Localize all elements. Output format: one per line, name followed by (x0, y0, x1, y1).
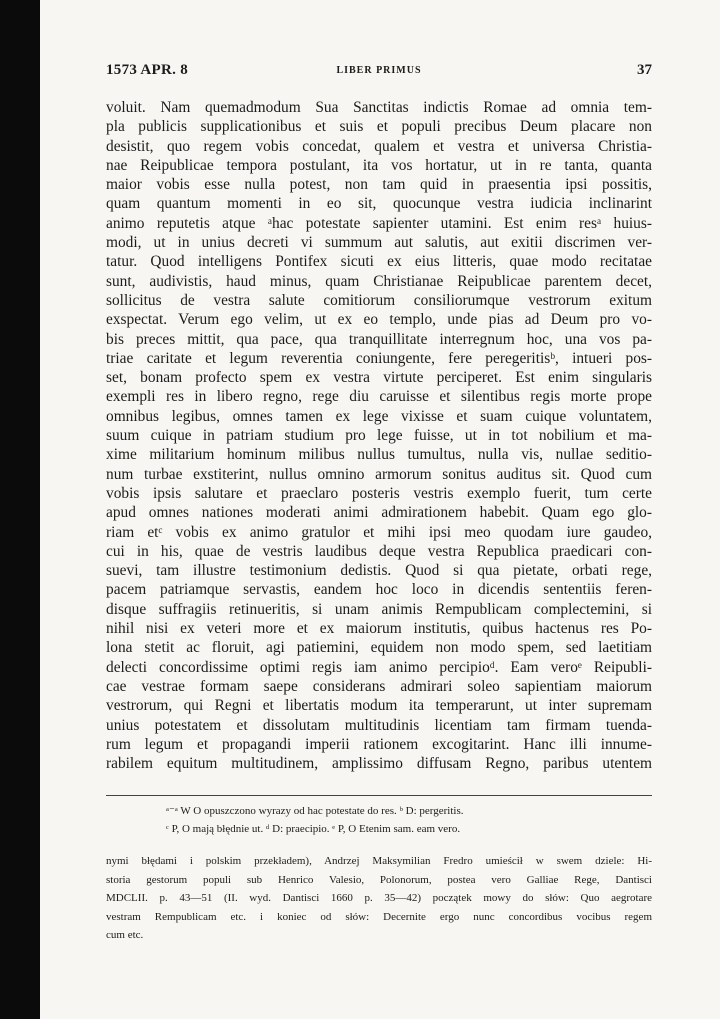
text-line: disque suffragiis retinueritis, si unam animis Rempublicam complectemini, si (106, 600, 652, 618)
text-line: tatur. Quod intelligens Pontifex sicuti ex eius litteris, quae modo recitatae (106, 253, 652, 271)
text-line: desistit, quo regem vobis concedat, qualem et vestra et universa Christia- (106, 137, 652, 155)
text-line: rabilem equitum multitudinem, amplissimo diffusam Regno, paribus utentem (106, 755, 652, 773)
text-line: riam etᶜ vobis ex animo gratulor et mihi ipsi meo quodam iure gaudeo, (106, 523, 652, 541)
text-line: nae Reipublicae tempora postulant, ita vos hortatur, ut in re tanta, quanta (106, 156, 652, 174)
editorial-notes (106, 852, 652, 945)
text-line: exspectat. Verum ego velim, ut ex eo templo, unde pias ad Deum pro vo- (106, 311, 652, 329)
text-line: quam quantum momenti in eo sit, quocunque vestra iudicia inclinarint (106, 195, 652, 213)
critical-apparatus (106, 802, 652, 838)
text-line: set, bonam profecto spem ex vestra virtute perciperet. Est enim singularis (106, 369, 652, 387)
text-line: nihil nisi ex veteri more et ex maiorum institutis, quibus hactenus res Po- (106, 620, 652, 638)
header-date: 1573 APR. 8 (106, 62, 189, 78)
text-line: lona stetit ac floruit, agi patiemini, equidem non modo spem, sed laetitiam (106, 639, 652, 657)
book-page (106, 60, 652, 945)
text-line: cui in his, quae de vestris laudibus deque vestra Republica praedicari con- (106, 542, 652, 560)
text-line: suum cuique in patriam studium pro lege fuisse, ut in tot nobilium et ma- (106, 427, 652, 445)
main-text (106, 98, 652, 773)
footnote-line: ᶜ P, O mają błędnie ut. ᵈ D: praecipio. ᵉ P, O Etenim sam. eam vero. (166, 823, 461, 836)
text-line: triae caritate et legum reverentia coniungente, fere peregeritisᵇ, intueri pos- (106, 349, 652, 367)
note-line: vestram Rempublicam etc. i koniec od słów: Decernite ergo nunc concordibus vocibus regem (106, 910, 652, 923)
text-line: bis preces mittit, qua pace, qua tranquillitate interregnum hoc, una vos pa- (106, 330, 652, 348)
note-line: nymi błędami i polskim przekładem), Andrzej Maksymilian Fredro umieścił w swem dziele: Hi- (106, 855, 652, 868)
text-line: voluit. Nam quemadmodum Sua Sanctitas indictis Romae ad omnia tem- (106, 99, 652, 116)
text-line: modi, ut in unius decreti vi summum aut salutis, aut exitii discrimen ver- (106, 234, 652, 252)
text-line: omnibus legibus, omnes tamen ex lege vixisse et suam cuique voluntatem, (106, 407, 652, 425)
note-line: MDCLII. p. 43—51 (II. wyd. Dantisci 1660 p. 35—42) początek mowy do słów: Quo aegrotare (106, 892, 652, 905)
text-line: cae vestrae formam saepe considerans admirari soleo sapientiam maiorum (106, 677, 652, 695)
text-line: pla publicis supplicationibus et suis et populi precibus Deum placare non (106, 118, 652, 136)
text-line: xime militarium hominum milibus nullus tumultus, nulla vis, nullae seditio- (106, 446, 652, 464)
text-line: sollicitus de vestra salute comitiorum consiliorumque vestrorum exitum (106, 291, 652, 309)
text-line: maior vobis esse nulla potest, non tam quid in praesentia ipsi possitis, (106, 176, 652, 194)
running-head (106, 60, 652, 84)
text-line: sunt, audivistis, haud minus, quam Christianae Reipublicae parentem decet, (106, 272, 652, 290)
note-line: cum etc. (106, 929, 144, 942)
footnote-rule (106, 795, 652, 796)
text-line: apud omnes nationes moderati animi admirationem habebit. Quam ego glo- (106, 504, 652, 522)
text-line: rum legum et propagandi imperii rationem excogitarint. Hanc illi innume- (106, 735, 652, 753)
text-line: delecti concordissime optimi regis iam animo percipioᵈ. Eam veroᵉ Reipubli- (106, 658, 652, 676)
footnote-line: ᵃ⁻ᵃ W O opuszczono wyrazy od hac potestate do res. ᵇ D: pergeritis. (166, 805, 464, 818)
text-line: suevi, tam illustre testimonium dedistis. Quod si qua pietate, orbati rege, (106, 562, 652, 580)
note-line: storia gestorum populi sub Henrico Valesio, Polonorum, postea vero Galliae Rege, Dantisci (106, 873, 652, 886)
text-line: animo reputetis atque ᵃhac potestate sapienter utamini. Est enim resᵃ huius- (106, 214, 652, 232)
page-number: 37 (637, 62, 652, 78)
text-line: vestrorum, qui Regni et libertatis modum ita temperarunt, ut inter supremam (106, 697, 652, 715)
header-book-title: LIBER PRIMUS (336, 65, 422, 76)
text-line: num turbae exstiterint, nullus omnino armorum sonitus auditus sit. Quod cum (106, 465, 652, 483)
scan-border (0, 0, 40, 1019)
text-line: pacem patriamque servastis, eandem hoc loco in dicendis sententiis feren- (106, 581, 652, 599)
text-line: unius potestatem et dissolutam multitudinis licentiam tam firmam tuenda- (106, 716, 652, 734)
text-line: vobis ipsis salutare et praeclaro posteris vestris exemplo fuerit, tum certe (106, 484, 652, 502)
text-line: exempli res in libero regno, rege diu caruisse et silentibus regis morte prope (106, 388, 652, 406)
